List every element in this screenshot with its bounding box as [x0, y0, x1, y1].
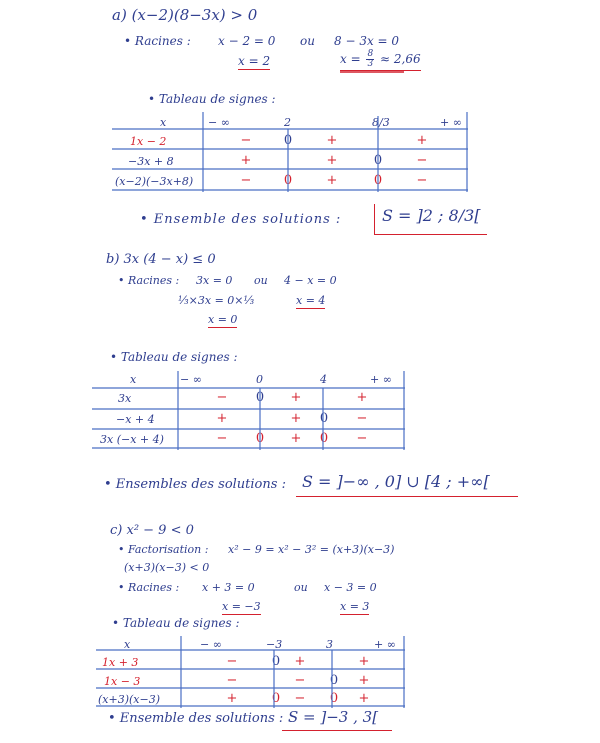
- part-c-col-minus-inf: − ∞: [200, 638, 222, 651]
- part-b-col-plus-inf: + ∞: [370, 373, 392, 386]
- sign-zero: 0: [329, 673, 339, 688]
- part-a-col-v2: 8/3: [372, 116, 390, 129]
- part-a-table-title: • Tableau de signes :: [148, 92, 276, 106]
- sign-zero: 0: [373, 173, 383, 188]
- sign: +: [290, 390, 302, 405]
- sign: +: [416, 133, 428, 148]
- part-c-factor-label: • Factorisation :: [118, 543, 209, 556]
- sign: −: [226, 654, 238, 669]
- sign: +: [294, 654, 306, 669]
- part-c-col-x: x: [124, 638, 131, 651]
- part-b-root1: x = 0: [208, 313, 238, 326]
- part-b-ou: ou: [254, 274, 268, 287]
- part-c-col-plus-inf: + ∞: [374, 638, 396, 651]
- part-a-heading: a) (x−2)(8−3x) > 0: [112, 6, 258, 24]
- part-b-root2: x = 4: [296, 294, 326, 307]
- part-b-eq1: 3x = 0: [196, 274, 233, 287]
- part-c-ou: ou: [294, 581, 308, 594]
- sign: −: [226, 673, 238, 688]
- sign-zero: 0: [271, 691, 281, 706]
- sign: +: [356, 390, 368, 405]
- part-c-table-title: • Tableau de signes :: [112, 616, 240, 630]
- part-c-root2: x = 3: [340, 600, 370, 613]
- sign: −: [416, 153, 428, 168]
- part-b-table-title: • Tableau de signes :: [110, 350, 238, 364]
- part-a-col-x: x: [160, 116, 167, 129]
- part-b-solution-label: • Ensembles des solutions :: [104, 477, 286, 492]
- part-a-ou: ou: [300, 34, 315, 48]
- sign: −: [356, 431, 368, 446]
- sign: −: [356, 411, 368, 426]
- part-a-root2-approx: ≈ 2,66: [380, 52, 421, 66]
- sign: +: [216, 411, 228, 426]
- sign-zero: 0: [255, 431, 265, 446]
- sign: −: [216, 431, 228, 446]
- sign: −: [216, 390, 228, 405]
- part-a-root2-num: 8: [367, 49, 374, 59]
- sign: +: [290, 411, 302, 426]
- sign: +: [290, 431, 302, 446]
- sign-zero: 0: [283, 173, 293, 188]
- part-b-heading: b) 3x (4 − x) ≤ 0: [106, 252, 216, 267]
- sign: +: [226, 691, 238, 706]
- sign: +: [326, 173, 338, 188]
- part-a-col-minus-inf: − ∞: [208, 116, 230, 129]
- part-c-row3-label: (x+3)(x−3): [98, 693, 161, 706]
- part-c-row2-label: 1x − 3: [104, 675, 141, 688]
- part-a-solution-label: • Ensemble des solutions :: [140, 212, 342, 227]
- sign-zero: 0: [329, 691, 339, 706]
- part-a-row1-label: 1x − 2: [130, 135, 167, 148]
- part-b-col-minus-inf: − ∞: [180, 373, 202, 386]
- part-c-roots-label: • Racines :: [118, 581, 180, 594]
- sign-zero: 0: [255, 390, 265, 405]
- sign: −: [240, 173, 252, 188]
- part-b-solution: S = ]−∞ , 0] ∪ [4 ; +∞[: [302, 472, 490, 491]
- part-a-row3-label: (x−2)(−3x+8): [115, 175, 194, 188]
- part-b-row3-label: 3x (−x + 4): [100, 433, 164, 446]
- part-c-solution-label: • Ensemble des solutions :: [108, 711, 284, 726]
- part-c-heading: c) x² − 9 < 0: [110, 523, 194, 538]
- part-c-factor-ineq: (x+3)(x−3) < 0: [124, 561, 210, 574]
- part-b-col-v2: 4: [320, 373, 327, 386]
- part-b-row2-label: −x + 4: [116, 413, 155, 426]
- part-c-solution: S = ]−3 , 3[: [288, 708, 379, 726]
- part-a-row2-label: −3x + 8: [128, 155, 174, 168]
- part-b-roots-label: • Racines :: [118, 274, 180, 287]
- sign-zero: 0: [373, 153, 383, 168]
- part-a-root1: x = 2: [238, 54, 271, 68]
- part-b-col-x: x: [130, 373, 137, 386]
- part-a-col-plus-inf: + ∞: [440, 116, 462, 129]
- sign: +: [358, 654, 370, 669]
- sign-zero: 0: [319, 431, 329, 446]
- part-a-root2-lhs: x =: [340, 52, 361, 66]
- sign: −: [240, 133, 252, 148]
- part-b-eq2: 4 − x = 0: [284, 274, 337, 287]
- part-a-eq1: x − 2 = 0: [218, 34, 276, 48]
- sign-zero: 0: [283, 133, 293, 148]
- part-c-root1: x = −3: [222, 600, 261, 613]
- part-a-roots-label: • Racines :: [124, 34, 191, 48]
- sign: −: [294, 691, 306, 706]
- sign: +: [326, 133, 338, 148]
- part-a-eq2: 8 − 3x = 0: [334, 34, 400, 48]
- part-b-step: ⅓×3x = 0×⅓: [178, 294, 255, 307]
- part-a-root2-den: 3: [367, 59, 374, 69]
- part-b-row1-label: 3x: [118, 392, 132, 405]
- sign: −: [416, 173, 428, 188]
- part-c-eq1: x + 3 = 0: [202, 581, 255, 594]
- part-c-col-v2: 3: [326, 638, 333, 651]
- part-c-row1-label: 1x + 3: [102, 656, 139, 669]
- part-c-eq2: x − 3 = 0: [324, 581, 377, 594]
- part-b-col-v1: 0: [256, 373, 263, 386]
- sign: +: [240, 153, 252, 168]
- sign: +: [358, 673, 370, 688]
- part-c-factor-eq: x² − 9 = x² − 3² = (x+3)(x−3): [228, 543, 395, 556]
- part-a-solution: S = ]2 ; 8/3[: [382, 206, 481, 225]
- sign-zero: 0: [271, 654, 281, 669]
- sign: −: [294, 673, 306, 688]
- sign: +: [326, 153, 338, 168]
- part-a-col-v1: 2: [284, 116, 291, 129]
- sign: +: [358, 691, 370, 706]
- part-c-col-v1: −3: [266, 638, 283, 651]
- sign-zero: 0: [319, 411, 329, 426]
